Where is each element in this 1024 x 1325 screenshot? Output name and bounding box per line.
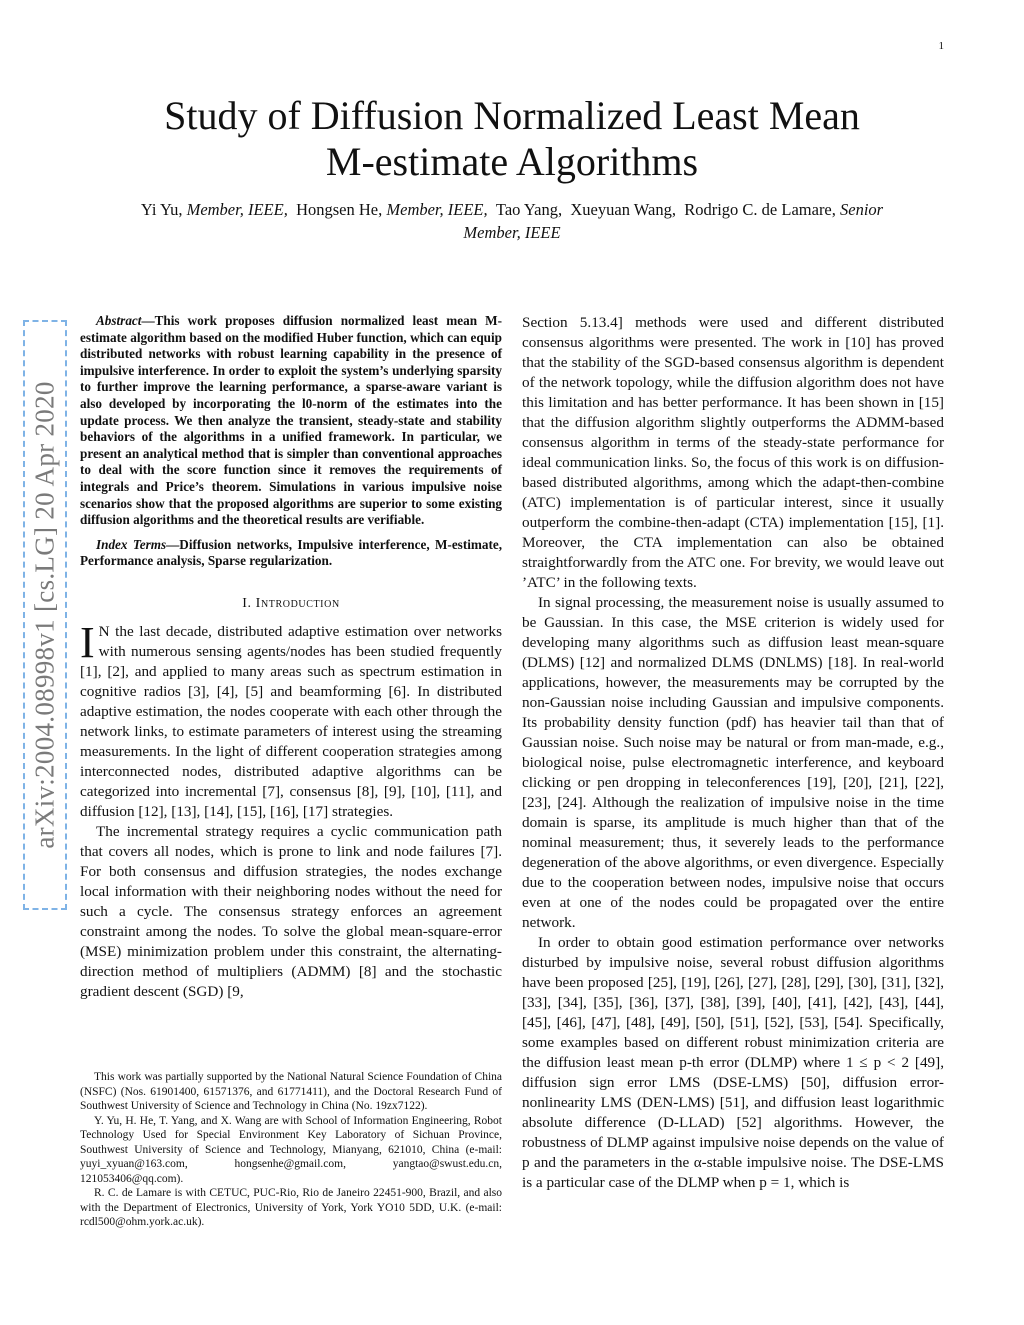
author-name: Tao Yang, — [495, 200, 563, 219]
page-number: 1 — [938, 40, 944, 52]
author-name: Xueyuan Wang, — [570, 200, 676, 219]
author-name: Rodrigo C. de Lamare, — [684, 200, 836, 219]
footnote-affiliation-2: R. C. de Lamare is with CETUC, PUC-Rio, Rio de Janeiro 22451-900, Brazil, and also with the Department of Electronics, University of York, York YO10 5DD, U.K. (e-mail: rcdl500@ohm.york.ac.uk). — [80, 1187, 502, 1228]
author-name: Hongsen He, — [296, 200, 383, 219]
index-terms-text: —Diffusion networks, Impulsive interference, M-estimate, Performance analysis, Sparse regularization. — [80, 536, 502, 569]
index-terms-label: Index Terms — [96, 536, 167, 552]
title-line-2: M-estimate Algorithms — [325, 139, 699, 184]
drop-cap: I — [80, 617, 95, 667]
author-role: Senior — [840, 200, 884, 219]
arxiv-stamp — [23, 320, 67, 910]
footnote-affiliation-1: Y. Yu, H. He, T. Yang, and X. Wang are with School of Information Engineering, Robot Technology Used for Special Environment Key Laboratory of Sichuan Province, Southwest University of Science and Technology, Mianyang, 621010, China (e-mail: yuyi_xyuan@163.com, hongsenhe@gmail.com, yangtao@swust.edu.cn, 121053406@qq.com). — [80, 1114, 502, 1185]
footnotes — [80, 1070, 502, 1230]
author-role: Member, IEEE, — [186, 200, 288, 219]
right-column — [522, 313, 944, 1193]
author-name: Yi Yu, — [140, 200, 183, 219]
author-list — [78, 198, 946, 244]
section-heading-introduction: I. Introduction — [242, 595, 340, 611]
right-paragraph-1: Section 5.13.4] methods were used and different distributed consensus algorithms were presented. The work in [10] has proved that the stability of the SGD-based consensus algorithm is dependent of the network topology, while the diffusion algorithm does not have this limitation and has better performance. It has been shown in [15] that the diffusion algorithm slightly outperforms the ADMM-based consensus algorithm in terms of the steady-state performance for ideal communication links. So, the focus of this work is on diffusion-based distributed algorithms, among which the adapt-then-combine (ATC) implementation is of particular interest, since it usually outperform the combine-then-adapt (CTA) implementation [15], [1]. Moreover, the CTA implementation can also be obtained straightforwardly from the ATC one. For brevity, we would leave out ’ATC’ in the following texts. — [522, 314, 944, 591]
author-role: Member, IEEE — [463, 223, 561, 242]
author-role: Member, IEEE, — [386, 200, 488, 219]
abstract-label: Abstract — [96, 313, 142, 328]
abstract — [80, 313, 502, 570]
arxiv-identifier: arXiv:2004.08998v1 [cs.LG] 20 Apr 2020 — [29, 381, 60, 849]
right-paragraph-2: In signal processing, the measurement noise is usually assumed to be Gaussian. In this case, the MSE criterion is widely used for developing many algorithms such as diffusion least mean-square (DLMS) [12] and normalized DLMS (DNLMS) [18]. In real-world applications, however, the measurements may be corrupted by the non-Gaussian noise including Gaussian and impulsive components. Its probability density function (pdf) has heavier tail than that of Gaussian noise. Such noise may be natural or from man-made, e.g., biological noise, pulse electromagnetic interference, and keyboard clicking or pen dropping in teleconferences [19], [20], [21], [22], [23], [24]. Although the realization of impulsive noise in the time domain is sparse, its amplitude is much higher than that of the nominal measurement; thus, it severely leads to the performance degeneration of the above algorithms, or even divergence. Especially due to the cooperation between nodes, impulsive noise that occurs even at one of the nodes could be propagated over the entire network. — [522, 594, 944, 931]
right-paragraph-3: In order to obtain good estimation performance over networks disturbed by impulsive noise, several robust diffusion algorithms have been proposed [25], [19], [26], [27], [28], [29], [30], [31], [32], [33], [34], [35], [36], [37], [38], [39], [40], [41], [42], [43], [44], [45], [46], [47], [48], [49], [50], [51], [52], [53], [54]. Specifically, some examples based on different robust minimization criteria are the diffusion least mean p-th error (DLMP) where 1 ≤ p < 2 [49], diffusion sign error LMS (DSE-LMS) [50], diffusion error-nonlinearity LMS (DEN-LMS) [51], and diffusion least logarithmic absolute difference (D-LLAD) [52] algorithms. However, the robustness of DLMP against impulsive noise depends on the value of p and the parameters in the α-stable impulsive noise. The DSE-LMS is a particular case of the DLMP when p = 1, which is — [522, 934, 944, 1191]
abstract-text: —This work proposes diffusion normalized least mean M-estimate algorithm based on the modified Huber function, which can equip distributed networks with robust learning capability in the presence of impulsive interference. In order to exploit the system’s underlying sparsity to further improve the learning performance, a sparse-aware variant is also developed by incorporating the l0-norm of the estimates into the update process. We then analyze the transient, steady-state and stability behaviors of the algorithms in a unified framework. In particular, we present an analytical method that is simpler than conventional approaches to deal with the score function since it removes the requirements of integrals and Price’s theorem. Simulations in various impulsive noise scenarios show that the proposed algorithms are superior to some existing diffusion algorithms and the theoretical results are verifiable. — [80, 313, 502, 528]
footnote-funding: This work was partially supported by the National Natural Science Foundation of China (NSFC) (Nos. 61901400, 61571376, and 61771411), and the Doctoral Research Fund of Southwest University of Science and Technology in China (No. 19zx7122). — [80, 1071, 502, 1112]
title-line-1: Study of Diffusion Normalized Least Mean — [164, 93, 860, 138]
paper-title — [90, 93, 934, 185]
intro-paragraph-2: The incremental strategy requires a cyclic communication path that covers all nodes, which is prone to link and node failures [7]. For both consensus and diffusion strategies, the nodes exchange local information with their neighboring nodes without the need for such a cycle. The consensus strategy enforces an agreement constraint among the nodes. To solve the global mean-square-error (MSE) minimization problem under this constraint, the alternating-direction method of multipliers (ADMM) [8] and the stochastic gradient descent (SGD) [9, — [80, 822, 502, 1000]
intro-paragraph-1 — [80, 617, 502, 822]
intro-paragraph-1-text: N the last decade, distributed adaptive estimation over networks with numerous sensing agents/nodes has been studied frequently [1], [2], and applied to many areas such as spectrum estimation in cognitive radios [3], [4], [5] and beamforming [6]. In distributed adaptive estimation, the nodes cooperate with each other through the network links, to estimate parameters of interest using the streaming measurements. In the light of different cooperation strategies among interconnected nodes, distributed adaptive algorithms can be categorized into incremental [7], consensus [8], [9], [10], [11], and diffusion [12], [13], [14], [15], [16], [17] strategies. — [80, 622, 502, 820]
left-column — [80, 313, 502, 1002]
